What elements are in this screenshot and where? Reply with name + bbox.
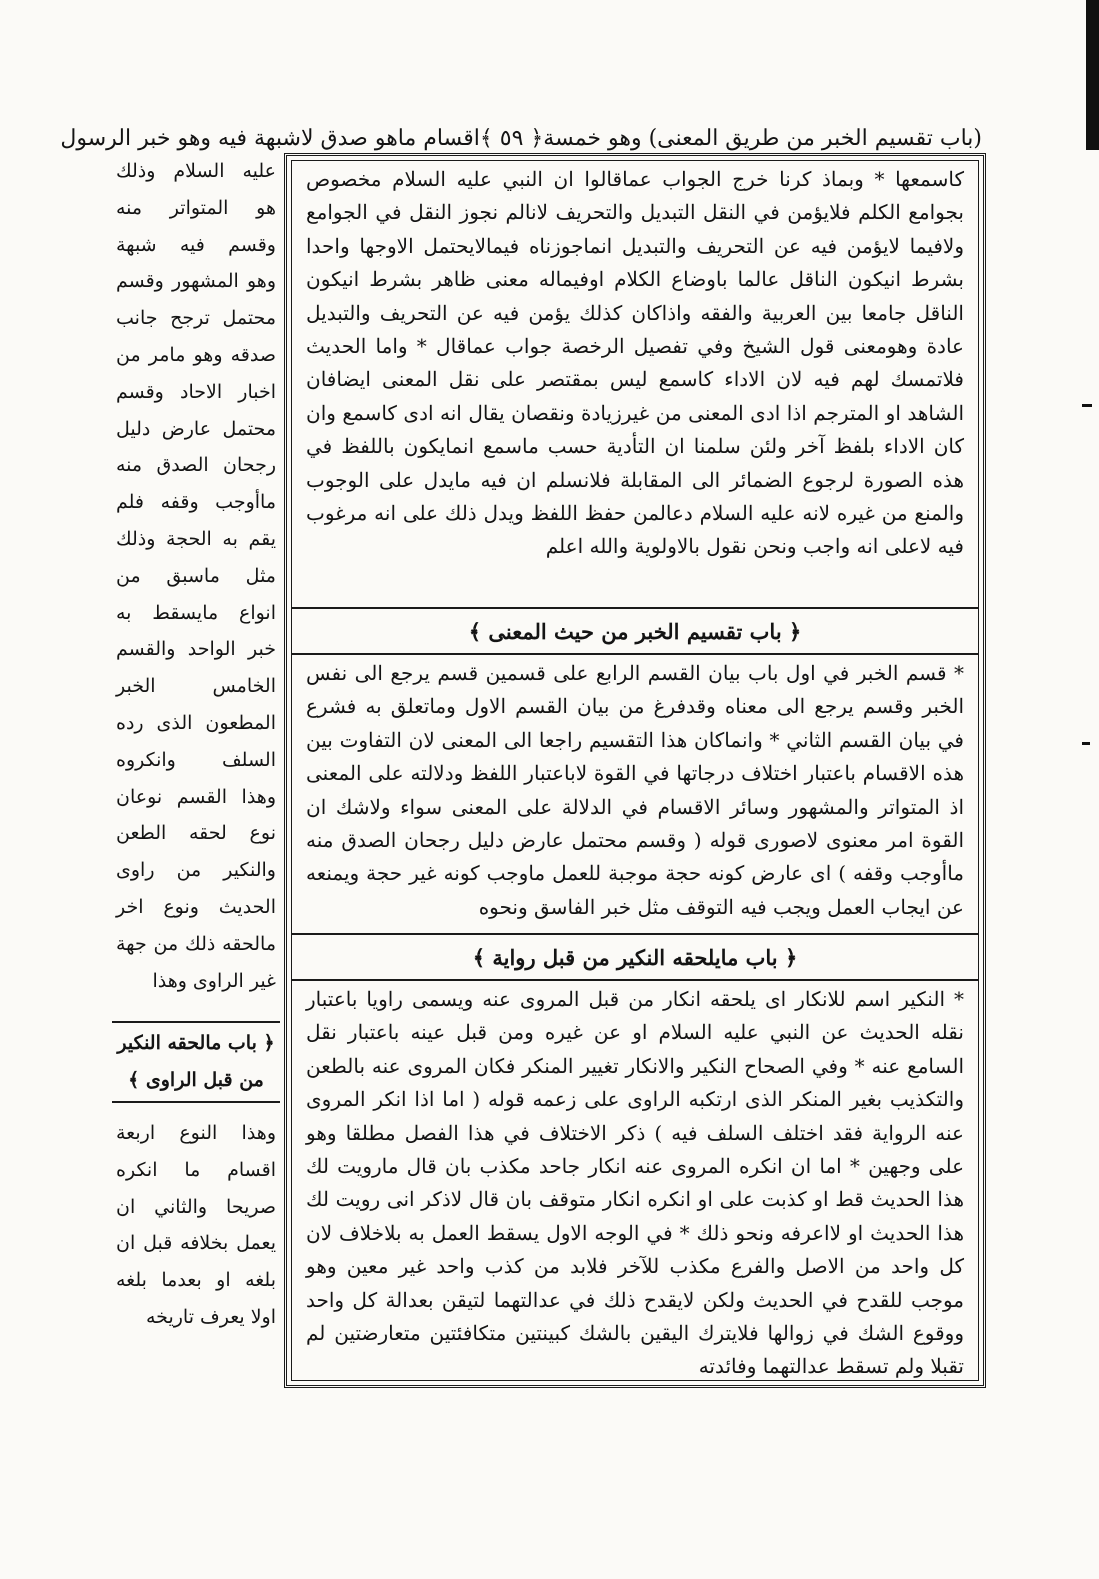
- section-heading-2: ﴿ باب مايلحقه النكير من قبل رواية ﴾: [472, 944, 798, 970]
- main-text-frame: [284, 153, 986, 1388]
- page-number: ﴿ ٥٩ ﴾: [479, 125, 544, 151]
- section-heading-1: ﴿ باب تقسيم الخبر من حيث المعنى ﴾: [468, 618, 802, 644]
- scan-edge-mark: [1082, 742, 1090, 745]
- margin-text-2: وهذا النوع اربعة اقسام ما انكره صريحا والثاني ان يعمل بخلافه قبل ان بلغه او بعدما بلغه اولا يعرف تاريخه: [116, 1122, 276, 1328]
- main-paragraph-2: * قسم الخبر في اول باب بيان القسم الرابع على قسمين قسم يرجع الى نفس الخبر وقسم يرجع الى معناه وقدفرغ من بيان القسم الاول وماتعلق به فشرع في بيان القسم الثاني * وانماكان هذا التقسيم راجعا الى المعنى لان التفاوت بين هذه الاقسام باعتبار اختلاف درجاتها في القوة لاباعتبار اللفظ ودلالته على المعنى اذ المتواتر والمشهور وسائر الاقسام في الدلالة على المعنى سواء ولاشك ان القوة امر معنوى لاصورى قوله ( وقسم محتمل عارض دليل رجحان الصدق منه ماأوجب وقفه ) اى عارض كونه حجة موجبة للعمل ماوجب كونه غير حجة ويمنعه عن ايجاب العمل ويجب فيه التوقف مثل خبر الفاسق ونحوه: [306, 661, 964, 919]
- section-divider: [292, 653, 978, 655]
- main-paragraph-3: * النكير اسم للانكار اى يلحقه انكار من قبل المروى عنه ويسمى راويا باعتبار نقله الحديث عن النبي عليه السلام او عن غيره ومن قبل عينه باعتبار نقل السامع عنه * وفي الصحاح النكير والانكار تغيير المنكر فكان المروى عنه بالطعن والتكذيب بغير المنكر الذى ارتكبه الراوى على زعمه قوله ( اما اذا انكر المروى عنه الرواية فقد اختلف السلف فيه ) ذكر الاختلاف في هذا الفصل مطلقا وهو على وجهين * اما ان انكره المروى عنه انكار جاحد مكذب بان قال مارويت لك هذا الحديث قط او كذبت على او انكره انكار متوقف بان قال لاذكر انى رويت لك هذا الحديث او لااعرفه ونحو ذلك * في الوجه الاول يسقط العمل به بلاخلاف لان كل واحد من الاصل والفرع مكذب للآخر فلابد من كذب واحد غير معين وهو موجب للقدح في الحديث ولكن لايقدح ذلك في عدالتهما لتيقن بعدالة كل واحد ووقوع الشك في زوالها فلايترك اليقين بالشك كبينتين متكافئتين متعارضتين لم تقبلا ولم تسقط عدالتهما وفائدته: [306, 987, 964, 1379]
- main-text-inner-frame: [291, 160, 979, 1381]
- scan-edge-mark: [1082, 404, 1092, 407]
- margin-heading: ﴿ باب مالحقه النكير من قبل الراوى ﴾: [112, 1021, 280, 1103]
- header-continuation: اقسام ماهو صدق لاشبهة فيه وهو خبر الرسول: [60, 125, 480, 151]
- section-divider: [292, 979, 978, 981]
- main-paragraph-1: كاسمعها * وبماذ كرنا خرج الجواب عماقالوا ان النبي عليه السلام مخصوص بجوامع الكلم فلايؤمن في النقل التبديل والتحريف لانالم نجوز النقل في الجوامع ولافيما لايؤمن فيه عن التحريف والتبديل انماجوزناه فيمالايحتمل الاوجها واحدا بشرط انيكون الناقل عالما باوضاع الكلام اوفيماله معنى ظاهر بشرط انيكون الناقل جامعا بين العربية والفقه واذاكان كذلك يؤمن فيه عن التحريف والتبديل عادة وهومعنى قول الشيخ وفي تفصيل الرخصة جواب عماقال * واما الحديث فلاتمسك لهم فيه لان الاداء كاسمع ليس بمقتصر على نقل المعنى ايضافان الشاهد او المترجم اذا ادى المعنى من غيرزيادة ونقصان يقال انه ادى كاسمع وان كان الاداء بلفظ آخر ولئن سلمنا ان التأدية حسب ماسمع انمايكون باللفظ في هذه الصورة لرجوع الضمائر الى المقابلة فلانسلم ان فيه مايدل على الوجوب والمنع من غيره لانه عليه السلام دعالمن حفظ اللفظ ويدل ذلك على انه مرغوب فيه لاعلى انه واجب ونحن نقول بالاولوية والله اعلم: [306, 167, 964, 559]
- scan-edge-shadow: [1086, 0, 1099, 150]
- margin-text-1: عليه السلام وذلك هو المتواتر منه وقسم فيه شبهة وهو المشهور وقسم محتمل ترجح جانب صدقه وهو مامر من اخبار الاحاد وقسم محتمل عارض دليل رجحان الصدق منه ماأوجب وقفه فلم يقم به الحجة وذلك مثل ماسبق من انواع مايسقط به خبر الواحد والقسم الخامس الخبر المطعون الذى رده السلف وانكروه وهذا القسم نوعان نوع لحقه الطعن والنكير من راوى الحديث ونوع اخر مالحقه ذلك من جهة غير الراوى وهذا: [116, 160, 276, 992]
- margin-commentary: [112, 153, 280, 1388]
- running-header: [60, 120, 982, 156]
- header-chapter-title: (باب تقسيم الخبر من طريق المعنى) وهو خمسة: [543, 125, 982, 151]
